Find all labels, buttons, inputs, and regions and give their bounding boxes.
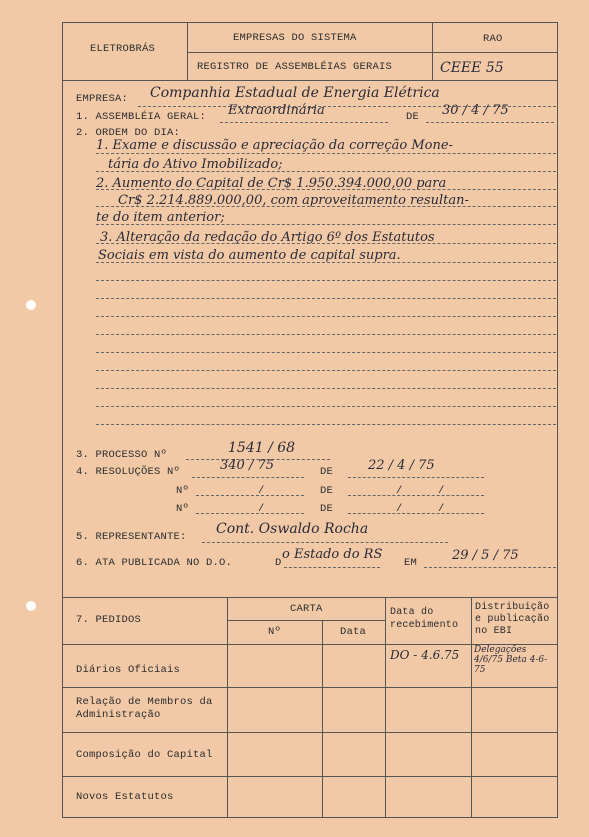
carta-header: CARTA bbox=[290, 603, 323, 615]
recebimento-header: Data do recebimento bbox=[390, 607, 459, 631]
row-label-relacao: Relação de Membros da Administração bbox=[76, 696, 213, 721]
ata-label: 6. ATA PUBLICADA NO D.O. bbox=[76, 557, 233, 569]
ata-em-label: EM bbox=[404, 557, 418, 569]
ata-value: o Estado do RS bbox=[282, 547, 383, 562]
row-label-diarios: Diários Oficiais bbox=[76, 664, 181, 676]
ordem-line: tária do Ativo Imobilizado; bbox=[108, 157, 283, 172]
slash-mark: / bbox=[438, 503, 445, 515]
org-name: ELETROBRÁS bbox=[90, 43, 156, 55]
carta-data-header: Data bbox=[340, 626, 367, 638]
assembleia-label: 1. ASSEMBLÉIA GERAL: bbox=[76, 111, 207, 123]
row-label-estatutos: Novos Estatutos bbox=[76, 791, 174, 803]
empresa-label: EMPRESA: bbox=[76, 93, 129, 105]
row-label-composicao: Composição do Capital bbox=[76, 749, 213, 761]
resolucao-number: 340 / 75 bbox=[220, 458, 274, 473]
ata-d-label: D bbox=[275, 557, 282, 569]
punch-hole-top bbox=[26, 300, 36, 310]
assembleia-value: Extraordinária bbox=[228, 103, 325, 118]
processo-label: 3. PROCESSO Nº bbox=[76, 449, 168, 461]
representante-label: 5. REPRESENTANTE: bbox=[76, 531, 187, 543]
ordem-label: 2. ORDEM DO DIA: bbox=[76, 127, 181, 139]
rao-value: CEEE 55 bbox=[440, 60, 504, 76]
carta-no-header: Nº bbox=[268, 626, 282, 638]
distribuicao-header: Distribuição e publicação no EBI bbox=[475, 602, 550, 637]
slash-mark: / bbox=[258, 503, 265, 515]
representante-value: Cont. Oswaldo Rocha bbox=[216, 521, 369, 537]
resolucao-de-label: DE bbox=[320, 466, 334, 478]
assembleia-de-label: DE bbox=[406, 111, 420, 123]
slash-mark: / bbox=[258, 485, 265, 497]
group-title: EMPRESAS DO SISTEMA bbox=[233, 32, 357, 44]
ordem-line: Cr$ 2.214.889.000,00, com aproveitamento resultan- bbox=[118, 193, 469, 208]
resolucao-no-label: Nº bbox=[176, 485, 190, 497]
ordem-line: 3. Alteração da redação do Artigo 6º dos Estatutos bbox=[100, 230, 435, 245]
ordem-line: Sociais em vista do aumento de capital supra. bbox=[98, 248, 401, 263]
slash-mark: / bbox=[396, 485, 403, 497]
pedidos-header: 7. PEDIDOS bbox=[76, 614, 142, 626]
resolucoes-label: 4. RESOLUÇÕES Nº bbox=[76, 466, 181, 478]
rao-label: RAO bbox=[483, 33, 503, 45]
ordem-line: 2. Aumento do Capital de Cr$ 1.950.394.000,00 para bbox=[96, 176, 447, 191]
slash-mark: / bbox=[396, 503, 403, 515]
ordem-line: te do item anterior; bbox=[96, 210, 225, 225]
slash-mark: / bbox=[438, 485, 445, 497]
resolucao-de-label: DE bbox=[320, 503, 334, 515]
resolucao-no-label: Nº bbox=[176, 503, 190, 515]
processo-value: 1541 / 68 bbox=[228, 440, 296, 456]
empresa-value: Companhia Estadual de Energia Elétrica bbox=[150, 85, 440, 101]
register-title: REGISTRO DE ASSEMBLÉIAS GERAIS bbox=[197, 61, 393, 73]
assembleia-date: 30 / 4 / 75 bbox=[442, 103, 509, 118]
punch-hole-bottom bbox=[26, 601, 36, 611]
ata-date: 29 / 5 / 75 bbox=[452, 548, 519, 563]
resolucao-de-label: DE bbox=[320, 485, 334, 497]
row-recebimento-diarios: DO - 4.6.75 bbox=[390, 648, 460, 662]
row-distribuicao-diarios: Delegações 4/6/75 Beta 4-6-75 bbox=[474, 645, 548, 675]
resolucao-date: 22 / 4 / 75 bbox=[368, 458, 435, 473]
ordem-line: 1. Exame e discussão e apreciação da correção Mone- bbox=[96, 138, 453, 153]
